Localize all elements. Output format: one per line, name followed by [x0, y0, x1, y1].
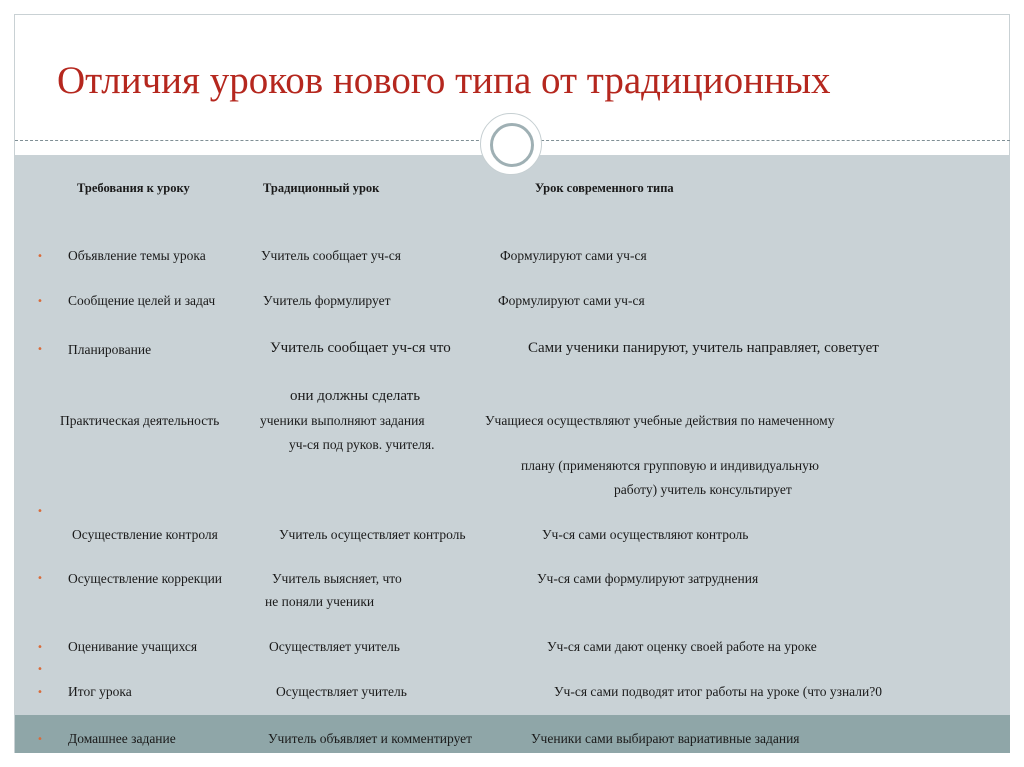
row-correction-requirement: Осуществление коррекции	[68, 571, 223, 586]
row-topic-modern: Формулируют сами уч-ся	[500, 248, 647, 263]
row-summary-modern: Уч-ся сами подводят итог работы на уроке (что узнали?0	[554, 684, 882, 699]
row-planning-requirement: Планирование	[68, 342, 152, 357]
bullet-icon: •	[37, 296, 43, 307]
bullet-icon: •	[37, 573, 43, 584]
bullet-icon: •	[37, 344, 43, 355]
row-planning-modern: Сами ученики панируют, учитель направляет, советует	[528, 340, 879, 356]
decorative-ring-icon	[480, 113, 542, 175]
bullet-icon: •	[37, 734, 43, 745]
row-homework-requirement: Домашнее задание	[68, 731, 176, 746]
row-correction-modern: Уч-ся сами формулируют затруднения	[537, 571, 759, 586]
row-control-requirement: Осуществление контроля	[72, 527, 218, 542]
row-homework-modern: Ученики сами выбирают вариативные задания	[531, 731, 800, 746]
row-practice-modern-line2: плану (применяются групповую и индивидуальную	[521, 458, 819, 473]
bullet-icon: •	[37, 251, 43, 262]
row-practice-traditional-below: уч-ся под руков. учителя.	[289, 437, 435, 452]
header-requirement: Требования к уроку	[77, 181, 190, 195]
row-topic-requirement: Объявление темы урока	[68, 248, 206, 263]
row-practice-traditional-above: они должны сделать	[290, 388, 421, 404]
row-summary-traditional: Осуществляет учитель	[276, 684, 407, 699]
slide-title: Отличия уроков нового типа от традиционных	[57, 59, 831, 102]
row-practice-modern: Учащиеся осуществляют учебные действия по намеченному	[485, 413, 835, 428]
row-goals-requirement: Сообщение целей и задач	[68, 293, 216, 308]
row-correction-traditional-line2: не поняли ученики	[265, 594, 375, 609]
row-practice-traditional: ученики выполняют задания	[260, 413, 425, 428]
bullet-icon: •	[37, 642, 43, 653]
row-summary-requirement: Итог урока	[68, 684, 132, 699]
row-goals-traditional: Учитель формулирует	[263, 293, 391, 308]
bullet-icon: •	[37, 687, 43, 698]
bullet-icon: •	[37, 664, 43, 675]
row-practice-modern-line3: работу) учитель консультирует	[614, 482, 792, 497]
header-modern: Урок современного типа	[535, 181, 674, 195]
row-assessment-traditional: Осуществляет учитель	[269, 639, 400, 654]
ring-inner	[490, 123, 534, 167]
row-planning-traditional: Учитель сообщает уч-ся что	[270, 340, 451, 356]
row-assessment-modern: Уч-ся сами дают оценку своей работе на уроке	[547, 639, 817, 654]
bullet-icon: •	[37, 506, 43, 517]
row-control-traditional: Учитель осуществляет контроль	[279, 527, 466, 542]
row-goals-modern: Формулируют сами уч-ся	[498, 293, 645, 308]
row-homework-traditional: Учитель объявляет и комментирует	[268, 731, 473, 746]
row-practice-requirement: Практическая деятельность	[60, 413, 220, 428]
row-correction-traditional: Учитель выясняет, что	[272, 571, 402, 586]
row-control-modern: Уч-ся сами осуществляют контроль	[542, 527, 749, 542]
header-traditional: Традиционный урок	[263, 181, 380, 195]
row-topic-traditional: Учитель сообщает уч-ся	[261, 248, 401, 263]
row-assessment-requirement: Оценивание учащихся	[68, 639, 198, 654]
content-panel	[15, 155, 1010, 715]
